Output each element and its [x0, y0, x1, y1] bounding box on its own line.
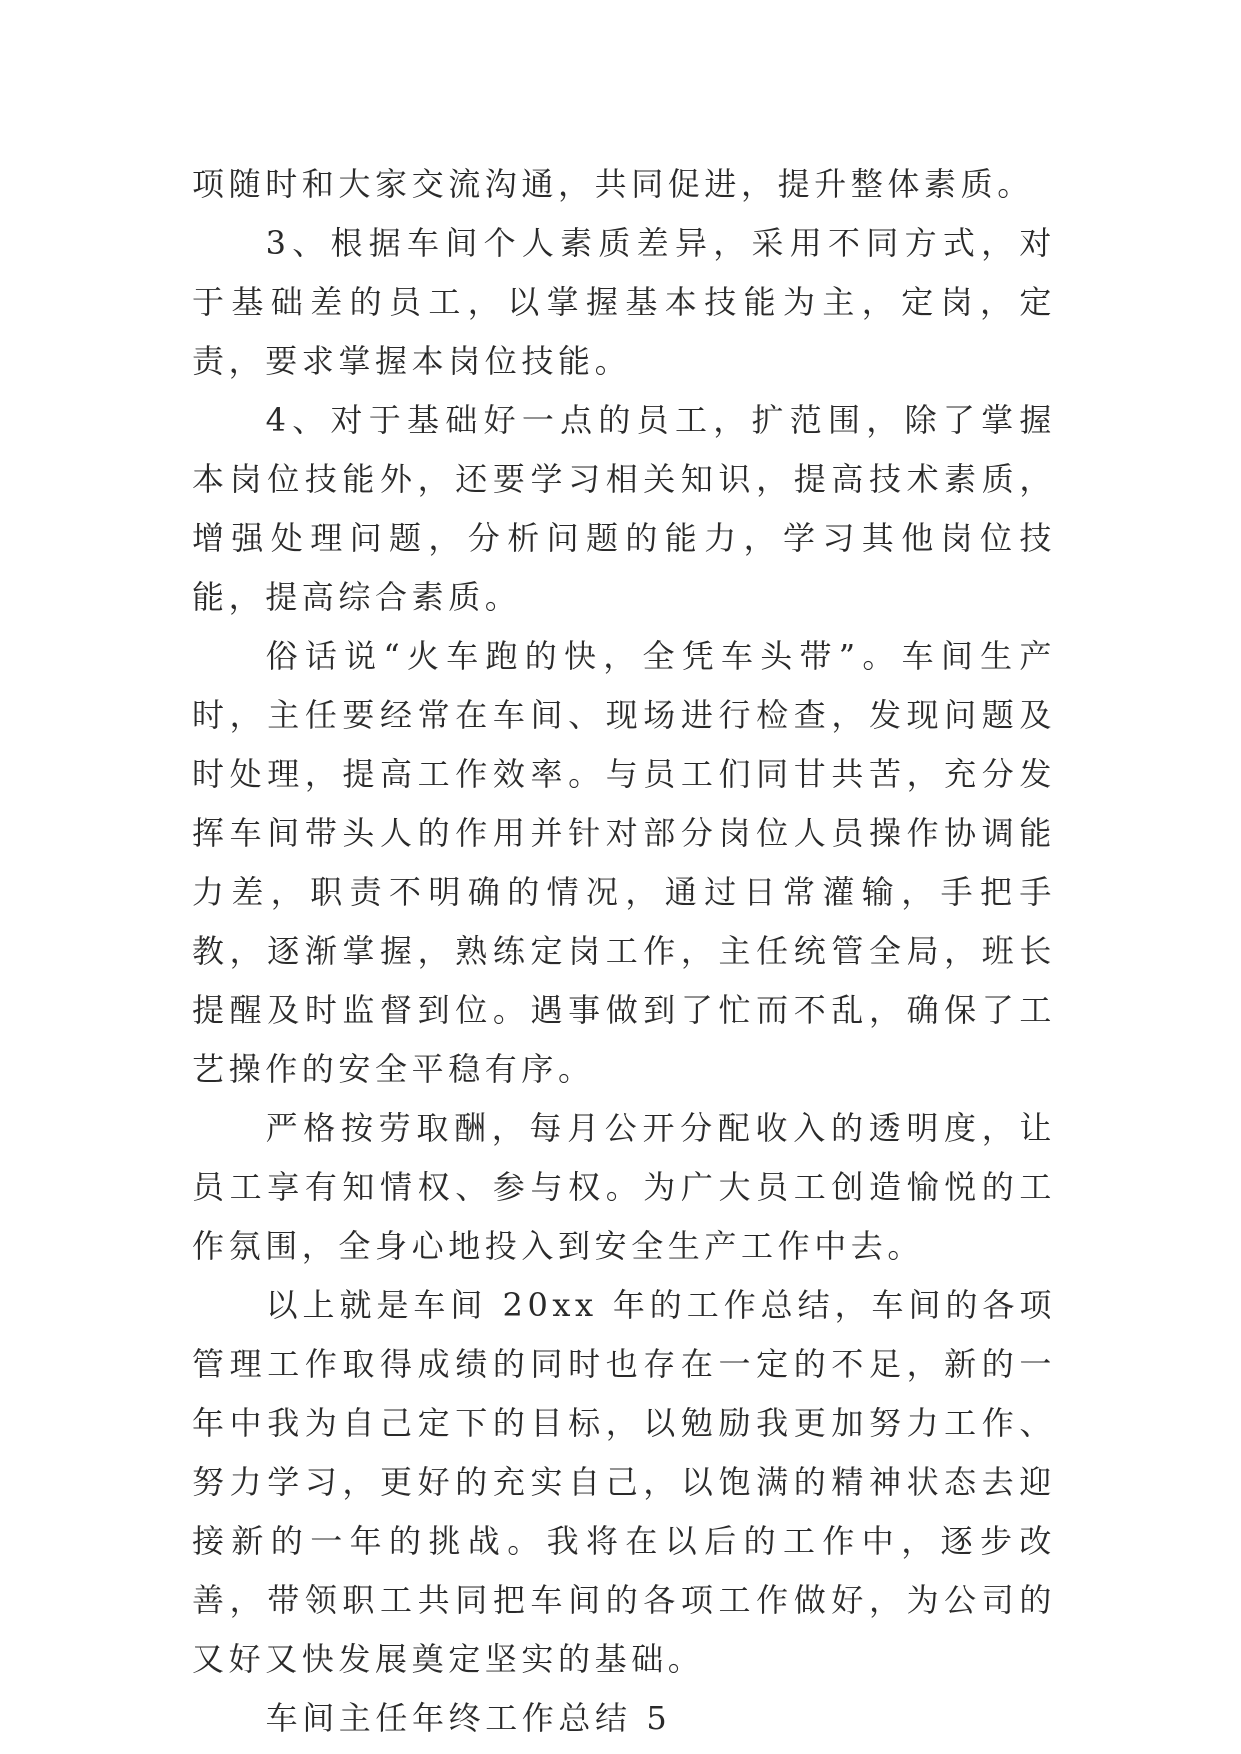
paragraph-compensation: 严格按劳取酬，每月公开分配收入的透明度，让员工享有知情权、参与权。为广大员工创造愉悦的工作氛围，全身心地投入到安全生产工作中去。: [192, 1109, 1056, 1265]
paragraph-continuation: 项随时和大家交流沟通，共同促进，提升整体素质。: [192, 165, 1034, 203]
paragraph-item-4: 4、对于基础好一点的员工，扩范围，除了掌握本岗位技能外，还要学习相关知识，提高技术素质，增强处理问题，分析问题的能力，学习其他岗位技能，提高综合素质。: [192, 401, 1056, 616]
section-heading: 车间主任年终工作总结 5: [265, 1699, 672, 1737]
document-body: [192, 155, 1056, 1748]
paragraph-conclusion: 以上就是车间 20xx 年的工作总结，车间的各项管理工作取得成绩的同时也存在一定的不足，新的一年中我为自己定下的目标，以勉励我更加努力工作、努力学习，更好的充实自己，以饱满的精神状态去迎接新的一年的挑战。我将在以后的工作中，逐步改善，带领职工共同把车间的各项工作做好，为公司的又好又快发展奠定坚实的基础。: [192, 1286, 1056, 1678]
paragraph-item-3: 3、根据车间个人素质差异，采用不同方式，对于基础差的员工，以掌握基本技能为主，定岗，定责，要求掌握本岗位技能。: [192, 224, 1056, 380]
paragraph-leadership: 俗话说“火车跑的快，全凭车头带”。车间生产时，主任要经常在车间、现场进行检查，发现问题及时处理，提高工作效率。与员工们同甘共苦，充分发挥车间带头人的作用并针对部分岗位人员操作协调能力差，职责不明确的情况，通过日常灌输，手把手教，逐渐掌握，熟练定岗工作，主任统管全局，班长提醒及时监督到位。遇事做到了忙而不乱，确保了工艺操作的安全平稳有序。: [192, 637, 1056, 1088]
